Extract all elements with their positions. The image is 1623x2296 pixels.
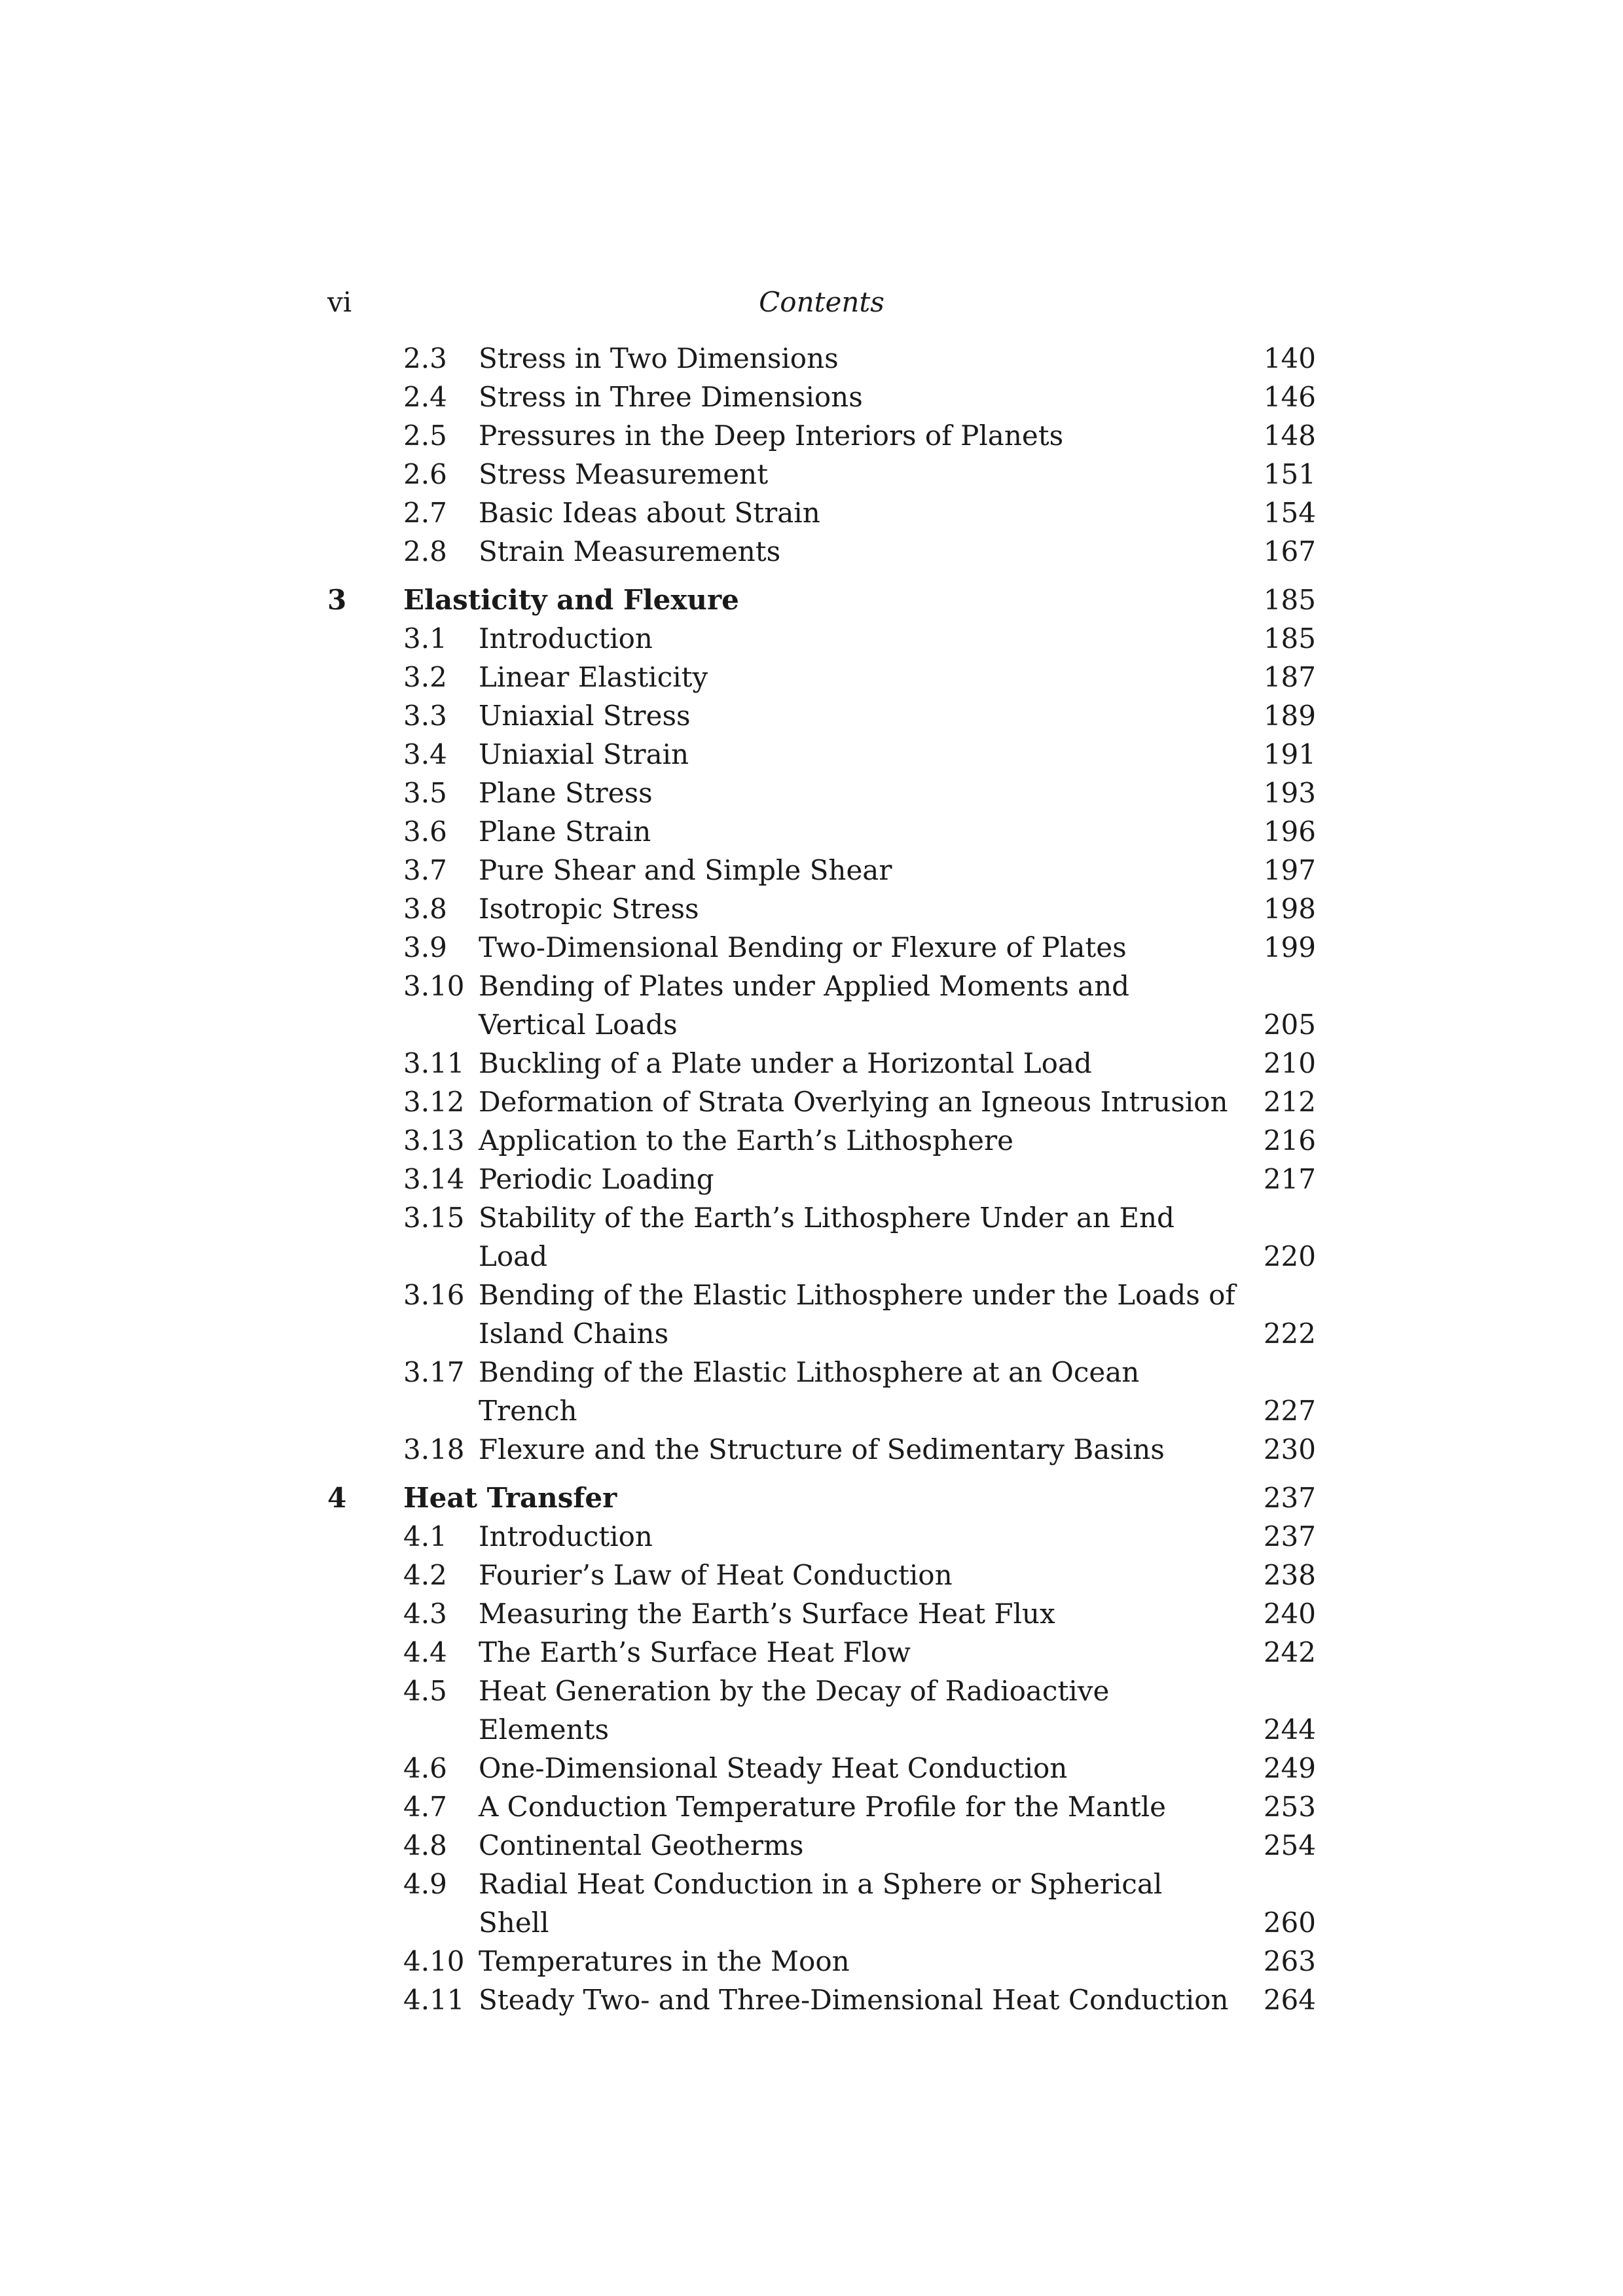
toc-entry-page: 185 [1263,622,1316,655]
toc-entry-title: Deformation of Strata Overlying an Igneous Intrusion [479,1086,1228,1118]
toc-entry-title: The Earth’s Surface Heat Flow [479,1636,911,1668]
toc-section-entry[interactable] [327,735,1316,774]
toc-entry-page: 197 [1263,854,1316,886]
toc-section-entry[interactable] [327,967,1316,1044]
toc-entry-number: 3.10 [403,970,465,1002]
toc-section-entry[interactable] [327,532,1316,571]
toc-section-entry[interactable] [327,696,1316,735]
toc-entry-page: 263 [1263,1945,1316,1977]
toc-entry-title: Stress Measurement [479,458,769,490]
toc-entry-page: 238 [1263,1559,1316,1591]
toc-entry-title: Pressures in the Deep Interiors of Planets [479,420,1064,452]
toc-entry-number: 3.17 [403,1356,465,1388]
toc-entry-page: 260 [1263,1907,1316,1939]
toc-chapter-entry[interactable] [327,581,1316,619]
toc-entry-title: Continental Geotherms [479,1829,804,1861]
toc-entry-page: 148 [1263,420,1316,452]
toc-entry-page: 198 [1263,893,1316,925]
toc-section-entry[interactable] [327,416,1316,455]
toc-entry-number: 2.7 [403,497,447,529]
toc-entry-page: 167 [1263,535,1316,567]
toc-entry-page: 210 [1263,1047,1316,1079]
toc-section-entry[interactable] [327,1517,1316,1556]
toc-entry-number: 4.11 [403,1984,465,2016]
toc-entry-page: 146 [1263,381,1316,413]
toc-entry-page: 217 [1263,1163,1316,1195]
toc-section-entry[interactable] [327,658,1316,696]
toc-entry-page: 189 [1263,700,1316,732]
toc-entry-title: Bending of the Elastic Lithosphere at an Ocean Trench [479,1356,1140,1427]
toc-entry-number: 3.5 [403,777,447,809]
toc-entry-title: Bending of Plates under Applied Moments and Vertical Loads [479,970,1130,1041]
toc-entry-title: Isotropic Stress [479,893,699,925]
page-number: vi [327,286,352,318]
toc-section-entry[interactable] [327,493,1316,532]
toc-entry-page: 212 [1263,1086,1316,1118]
toc-section-entry[interactable] [327,1981,1316,2019]
toc-section-entry[interactable] [327,928,1316,967]
toc-section-entry[interactable] [327,1865,1316,1942]
toc-entry-number: 3 [327,584,347,616]
toc-entry-title: Pure Shear and Simple Shear [479,854,892,886]
toc-entry-title: Introduction [479,622,653,655]
toc-entry-number: 3.16 [403,1279,465,1311]
toc-entry-page: 185 [1263,584,1316,616]
toc-section-entry[interactable] [327,812,1316,851]
toc-entry-number: 2.8 [403,535,447,567]
toc-entry-page: 193 [1263,777,1316,809]
toc-section-entry[interactable] [327,1430,1316,1469]
toc-entry-number: 3.15 [403,1202,465,1234]
toc-entry-title: Elasticity and Flexure [403,584,739,616]
running-title: Contents [759,286,884,318]
toc-entry-number: 3.14 [403,1163,465,1195]
toc-entry-page: 216 [1263,1124,1316,1157]
toc-section-entry[interactable] [327,1353,1316,1430]
toc-entry-number: 3.9 [403,931,447,963]
toc-entry-number: 3.1 [403,622,447,655]
toc-entry-title: Flexure and the Structure of Sedimentary Basins [479,1433,1165,1465]
toc-entry-number: 4.1 [403,1520,447,1552]
toc-section-entry[interactable] [327,1556,1316,1594]
toc-entry-title: Application to the Earth’s Lithosphere [479,1124,1013,1157]
toc-entry-number: 2.4 [403,381,447,413]
toc-section-entry[interactable] [327,1044,1316,1083]
toc-section-entry[interactable] [327,774,1316,812]
toc-entry-page: 154 [1263,497,1316,529]
toc-entry-title: Measuring the Earth’s Surface Heat Flux [479,1598,1055,1630]
toc-entry-page: 242 [1263,1636,1316,1668]
toc-entry-page: 249 [1263,1752,1316,1784]
toc-entry-title: Buckling of a Plate under a Horizontal Load [479,1047,1092,1079]
toc-entry-number: 3.4 [403,738,447,770]
toc-section-entry[interactable] [327,378,1316,416]
toc-entry-number: 3.3 [403,700,447,732]
toc-entry-title: Introduction [479,1520,653,1552]
toc-entry-number: 4.3 [403,1598,447,1630]
toc-section-entry[interactable] [327,1121,1316,1160]
toc-entry-number: 3.7 [403,854,447,886]
toc-entry-number: 4.6 [403,1752,447,1784]
toc-section-entry[interactable] [327,1826,1316,1865]
toc-entry-page: 187 [1263,661,1316,693]
toc-chapter-entry[interactable] [327,1479,1316,1517]
toc-entry-page: 237 [1263,1520,1316,1552]
toc-entry-page: 222 [1263,1318,1316,1350]
toc-entry-number: 2.6 [403,458,447,490]
toc-section-entry[interactable] [327,1672,1316,1749]
toc-section-entry[interactable] [327,851,1316,889]
toc-section-entry[interactable] [327,1633,1316,1672]
toc-entry-page: 254 [1263,1829,1316,1861]
toc-entry-page: 227 [1263,1395,1316,1427]
toc-section-entry[interactable] [327,339,1316,378]
toc-entry-title: Stress in Two Dimensions [479,342,839,374]
toc-entry-page: 240 [1263,1598,1316,1630]
toc-entry-page: 237 [1263,1482,1316,1514]
toc-entry-title: Periodic Loading [479,1163,714,1195]
toc-entry-number: 3.12 [403,1086,465,1118]
toc-entry-title: Steady Two- and Three-Dimensional Heat Conduction [479,1984,1229,2016]
toc-entry-title: Basic Ideas about Strain [479,497,820,529]
toc-entry-number: 3.2 [403,661,447,693]
toc-entry-number: 2.3 [403,342,447,374]
toc-entry-title: Heat Transfer [403,1482,617,1514]
toc-entry-number: 3.13 [403,1124,465,1157]
toc-section-entry[interactable] [327,1749,1316,1787]
toc-entry-number: 4.5 [403,1675,447,1707]
toc-entry-number: 3.18 [403,1433,465,1465]
toc-entry-title: Fourier’s Law of Heat Conduction [479,1559,953,1591]
toc-entry-number: 3.6 [403,816,447,848]
toc-entry-number: 3.11 [403,1047,465,1079]
toc-entry-title: Bending of the Elastic Lithosphere under the Loads of Island Chains [479,1279,1235,1350]
toc-section-entry[interactable] [327,1594,1316,1633]
toc-entry-title: Stress in Three Dimensions [479,381,863,413]
toc-entry-page: 151 [1263,458,1316,490]
toc-section-entry[interactable] [327,1083,1316,1121]
toc-section-entry[interactable] [327,455,1316,493]
toc-entry-title: One-Dimensional Steady Heat Conduction [479,1752,1068,1784]
toc-section-entry[interactable] [327,1160,1316,1198]
toc-entry-number: 2.5 [403,420,447,452]
toc-entry-page: 140 [1263,342,1316,374]
toc-section-entry[interactable] [327,1198,1316,1276]
toc-entry-page: 244 [1263,1713,1316,1746]
toc-entry-number: 4.7 [403,1791,447,1823]
toc-section-entry[interactable] [327,619,1316,658]
toc-entry-title: Uniaxial Stress [479,700,691,732]
toc-entry-page: 199 [1263,931,1316,963]
table-of-contents [327,339,1316,2019]
toc-entry-page: 220 [1263,1240,1316,1272]
toc-entry-title: Plane Stress [479,777,653,809]
toc-entry-title: Strain Measurements [479,535,781,567]
toc-section-entry[interactable] [327,1942,1316,1981]
toc-entry-page: 191 [1263,738,1316,770]
toc-entry-number: 4 [327,1482,347,1514]
toc-entry-number: 3.8 [403,893,447,925]
toc-entry-page: 205 [1263,1009,1316,1041]
toc-entry-page: 196 [1263,816,1316,848]
toc-entry-page: 264 [1263,1984,1316,2016]
toc-entry-title: Uniaxial Strain [479,738,689,770]
toc-section-entry[interactable] [327,1787,1316,1826]
toc-section-entry[interactable] [327,889,1316,928]
running-head [327,283,1316,322]
toc-entry-title: Heat Generation by the Decay of Radioactive Elements [479,1675,1110,1746]
toc-entry-number: 4.10 [403,1945,465,1977]
toc-entry-number: 4.9 [403,1868,447,1900]
toc-section-entry[interactable] [327,1276,1316,1353]
toc-entry-title: Radial Heat Conduction in a Sphere or Spherical Shell [479,1868,1163,1939]
toc-entry-title: Stability of the Earth’s Lithosphere Under an End Load [479,1202,1175,1272]
toc-entry-number: 4.8 [403,1829,447,1861]
toc-entry-title: A Conduction Temperature Profile for the Mantle [479,1791,1167,1823]
toc-entry-number: 4.2 [403,1559,447,1591]
toc-entry-title: Two-Dimensional Bending or Flexure of Plates [479,931,1127,963]
toc-entry-title: Linear Elasticity [479,661,708,693]
toc-entry-title: Temperatures in the Moon [479,1945,850,1977]
toc-entry-page: 230 [1263,1433,1316,1465]
toc-entry-page: 253 [1263,1791,1316,1823]
toc-entry-number: 4.4 [403,1636,447,1668]
toc-entry-title: Plane Strain [479,816,651,848]
